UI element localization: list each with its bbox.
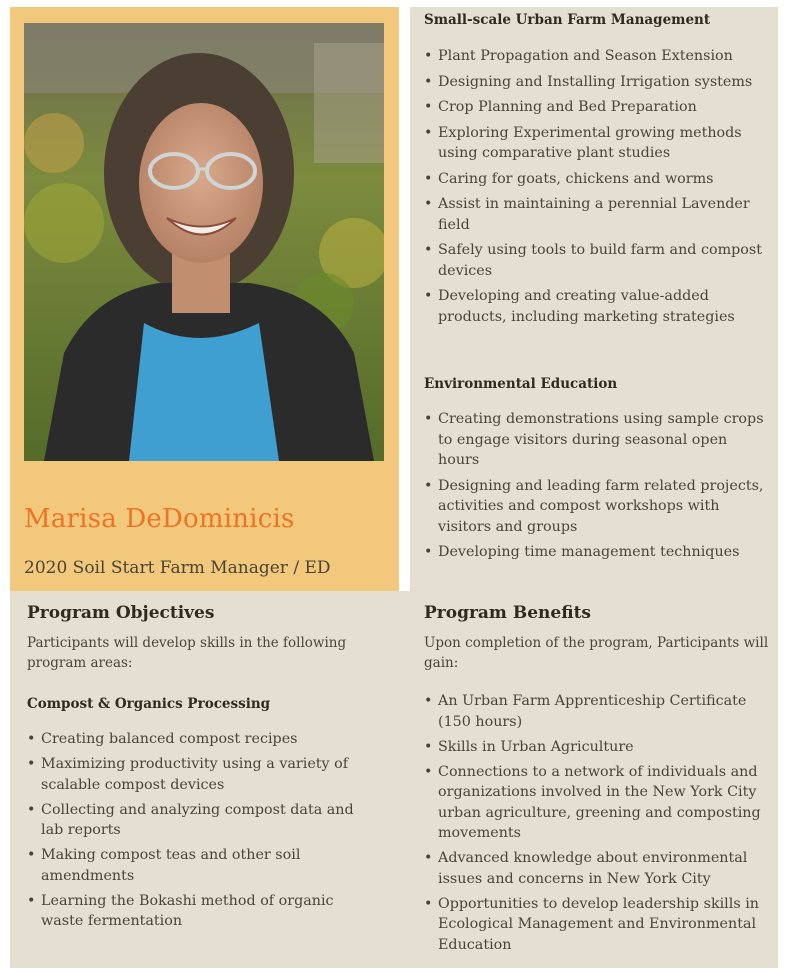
objectives-panel — [10, 591, 399, 968]
env-ed-list — [424, 409, 764, 563]
list-item: • Opportunities to develop leadership skills in Ecological Management and Environmental Education — [424, 894, 766, 956]
benefits-heading: Program Benefits — [424, 603, 591, 623]
compost-heading: Compost & Organics Processing — [27, 696, 271, 712]
list-item: • Exploring Experimental growing methods using comparative plant studies — [424, 123, 764, 164]
list-item: • Designing and leading farm related projects, activities and compost workshops with visitors and groups — [424, 476, 764, 538]
list-item: • Learning the Bokashi method of organic waste fermentation — [27, 891, 357, 932]
list-item: • Maximizing productivity using a variety of scalable compost devices — [27, 754, 357, 795]
benefits-intro: Upon completion of the program, Participants will gain: — [424, 635, 769, 671]
urban-farm-list — [424, 46, 764, 327]
list-item: • Developing time management techniques — [424, 542, 764, 563]
list-item: • Caring for goats, chickens and worms — [424, 169, 764, 190]
benefits-panel — [399, 591, 778, 968]
list-item: • Designing and Installing Irrigation systems — [424, 72, 764, 93]
list-item: • Collecting and analyzing compost data and lab reports — [27, 800, 357, 841]
person-role: 2020 Soil Start Farm Manager / ED — [24, 558, 331, 578]
list-item: • Creating demonstrations using sample crops to engage visitors during seasonal open hours — [424, 409, 764, 471]
profile-card — [10, 7, 399, 591]
objectives-heading: Program Objectives — [27, 603, 215, 623]
compost-list — [27, 729, 357, 932]
objectives-intro: Participants will develop skills in the following program areas: — [27, 635, 347, 671]
env-ed-heading: Environmental Education — [424, 376, 618, 392]
list-item: • Crop Planning and Bed Preparation — [424, 97, 764, 118]
profile-photo — [24, 23, 384, 461]
skills-panel — [410, 7, 778, 591]
list-item: • Assist in maintaining a perennial Lavender field — [424, 194, 764, 235]
list-item: • Skills in Urban Agriculture — [424, 737, 766, 758]
list-item: • Making compost teas and other soil amendments — [27, 845, 357, 886]
benefits-list — [424, 691, 766, 955]
portrait-image — [24, 23, 384, 461]
list-item: • Developing and creating value-added products, including marketing strategies — [424, 286, 764, 327]
list-item: • An Urban Farm Apprenticeship Certificate (150 hours) — [424, 691, 766, 732]
list-item: • Connections to a network of individuals and organizations involved in the New York City urban agriculture, greening and composting movements — [424, 762, 766, 844]
list-item: • Advanced knowledge about environmental issues and concerns in New York City — [424, 848, 766, 889]
list-item: • Safely using tools to build farm and compost devices — [424, 240, 764, 281]
person-name: Marisa DeDominicis — [24, 504, 295, 534]
list-item: • Plant Propagation and Season Extension — [424, 46, 764, 67]
list-item: • Creating balanced compost recipes — [27, 729, 357, 750]
urban-farm-heading: Small-scale Urban Farm Management — [424, 12, 711, 28]
